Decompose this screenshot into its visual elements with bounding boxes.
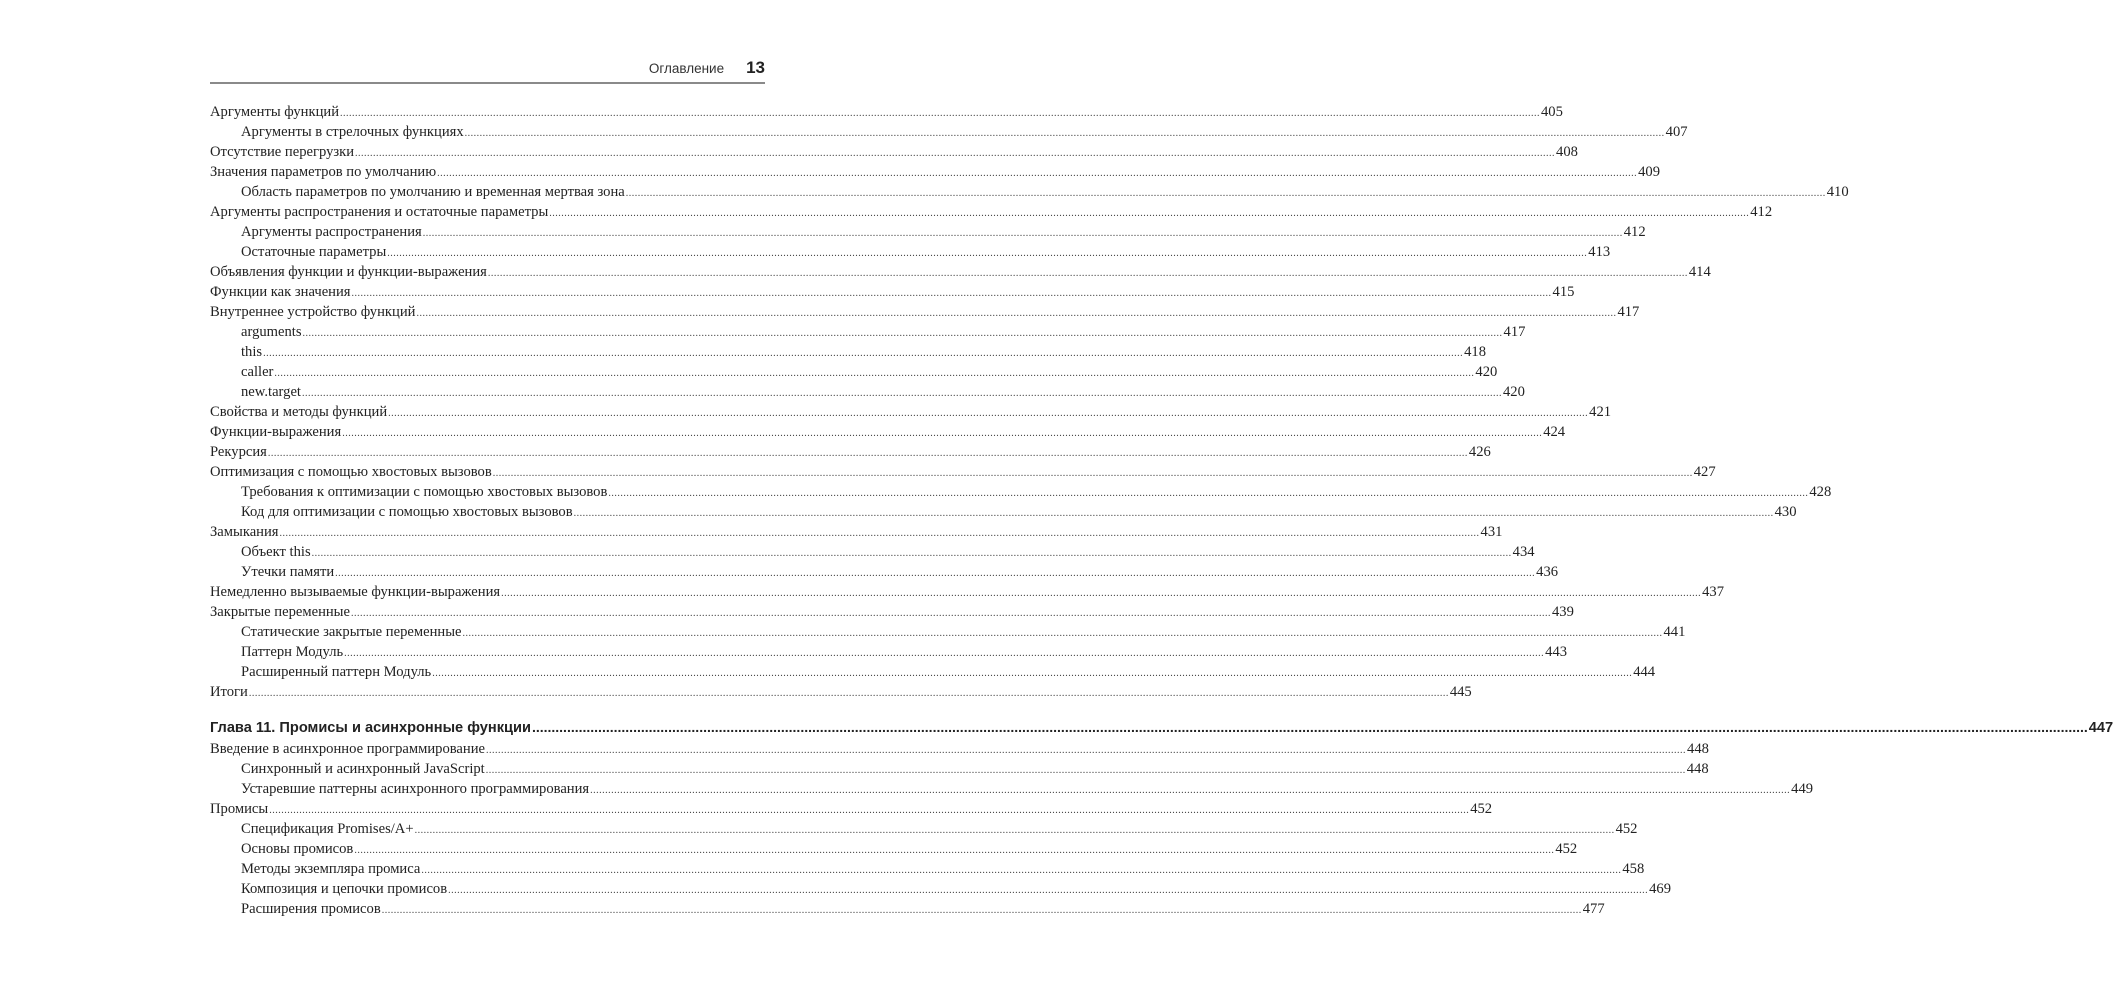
toc-entry	[210, 422, 1566, 442]
dot-leader: ................................................................................................................................................................................................................................................................................................................................................................................................................	[388, 408, 1589, 419]
toc-entry-title: Рекурсия	[210, 444, 267, 460]
toc-entry-title: arguments	[241, 324, 302, 340]
dot-leader: ................................................................................................................................................................................................................................................................................................................................................................................................................	[487, 268, 1688, 279]
toc-entry-page: 443	[1545, 644, 1568, 660]
table-of-contents	[210, 102, 2113, 919]
toc-entry-title: Паттерн Модуль	[241, 644, 344, 660]
toc-entry	[210, 122, 1688, 142]
toc-entry-page: 418	[1464, 344, 1486, 360]
toc-entry-title: this	[241, 344, 263, 360]
toc-entry	[210, 302, 1640, 322]
toc-entry	[210, 819, 1638, 839]
toc-entry-title: Функции как значения	[210, 284, 351, 300]
toc-entry-title: Промисы	[210, 801, 269, 817]
toc-entry	[210, 162, 1660, 182]
toc-entry-page: 417	[1617, 304, 1640, 320]
header-rule	[210, 82, 765, 84]
toc-entry	[210, 322, 1526, 342]
toc-entry	[210, 739, 1709, 759]
toc-entry-title: Остаточные параметры	[241, 244, 387, 260]
toc-entry-title: Требования к оптимизации с помощью хвостовых вызовов	[241, 484, 608, 500]
toc-entry	[210, 759, 1709, 779]
toc-entry	[210, 202, 1773, 222]
toc-entry	[210, 242, 1611, 262]
toc-entry-page: 452	[1470, 801, 1493, 817]
toc-entry-title: Функции-выражения	[210, 424, 342, 440]
toc-entry	[210, 462, 1716, 482]
toc-entry	[210, 102, 1563, 122]
dot-leader: ................................................................................................................................................................................................................................................................................................................................................................................................................	[462, 628, 1663, 639]
toc-entry-title: Объявления функции и функции-выражения	[210, 264, 487, 280]
toc-entry-title: caller	[241, 364, 274, 380]
dot-leader: ................................................................................................................................................................................................................................................................................................................................................................................................................	[501, 588, 1702, 599]
toc-entry-page: 421	[1589, 404, 1612, 420]
toc-entry	[210, 542, 1535, 562]
dot-leader: ................................................................................................................................................................................................................................................................................................................................................................................................................	[340, 108, 1540, 119]
toc-entry-title: Оптимизация с помощью хвостовых вызовов	[210, 464, 492, 480]
toc-entry-title: Расширения промисов	[241, 901, 381, 917]
dot-leader: ................................................................................................................................................................................................................................................................................................................................................................................................................	[549, 208, 1750, 219]
toc-entry-title: new.target	[241, 384, 301, 400]
toc-entry-page: 412	[1750, 204, 1773, 220]
toc-entry-title: Внутреннее устройство функций	[210, 304, 416, 320]
dot-leader: ................................................................................................................................................................................................................................................................................................................................................................................................................	[267, 448, 1468, 459]
toc-entry-page: 427	[1693, 464, 1716, 480]
dot-leader: ................................................................................................................................................................................................................................................................................................................................................................................................................	[311, 548, 1512, 559]
toc-entry-page: 415	[1552, 284, 1575, 300]
dot-leader: ................................................................................................................................................................................................................................................................................................................................................................................................................	[448, 885, 1649, 896]
toc-entry-title: Аргументы функций	[210, 104, 339, 120]
toc-entry	[210, 899, 1605, 919]
toc-entry	[210, 382, 1525, 402]
toc-entry	[210, 442, 1491, 462]
toc-entry-page: 445	[1449, 684, 1472, 700]
toc-entry-page: 452	[1555, 841, 1578, 857]
page-number: 13	[746, 58, 765, 77]
dot-leader: ................................................................................................................................................................................................................................................................................................................................................................................................................	[248, 688, 1449, 699]
dot-leader: ................................................................................................................................................................................................................................................................................................................................................................................................................	[335, 568, 1536, 579]
dot-leader: ................................................................................................................................................................................................................................................................................................................................................................................................................	[279, 528, 1480, 539]
toc-entry	[210, 562, 1559, 582]
toc-entry-title: Композиция и цепочки промисов	[241, 881, 448, 897]
toc-entry	[210, 182, 1849, 202]
dot-leader: ................................................................................................................................................................................................................................................................................................................................................................................................................	[344, 648, 1545, 659]
toc-entry	[210, 662, 1656, 682]
toc-entry	[210, 522, 1503, 542]
toc-entry-title: Расширенный паттерн Модуль	[241, 664, 432, 680]
dot-leader: ................................................................................................................................................................................................................................................................................................................................................................................................................	[464, 128, 1665, 139]
dot-leader: ................................................................................................................................................................................................................................................................................................................................................................................................................	[414, 825, 1615, 836]
dot-leader: ................................................................................................................................................................................................................................................................................................................................................................................................................	[354, 845, 1555, 856]
toc-entry-title: Спецификация Promises/A+	[241, 821, 414, 837]
header-title: Оглавление	[648, 61, 725, 76]
toc-entry-page: 469	[1649, 881, 1672, 897]
toc-entry-page: 408	[1556, 144, 1578, 160]
toc-entry-title: Статические закрытые переменные	[241, 624, 462, 640]
toc-entry-page: 458	[1622, 861, 1645, 877]
toc-entry	[210, 282, 1575, 302]
dot-leader: ................................................................................................................................................................................................................................................................................................................................................................................................................	[421, 865, 1622, 876]
toc-entry-page: 410	[1826, 184, 1849, 200]
toc-entry-title: Свойства и методы функций	[210, 404, 388, 420]
toc-entry-page: 413	[1588, 244, 1611, 260]
toc-entry-title: Аргументы в стрелочных функциях	[241, 124, 464, 140]
dot-leader: ................................................................................................................................................................................................................................................................................................................................................................................................................	[342, 428, 1543, 439]
toc-entry-page: 431	[1480, 524, 1503, 540]
dot-leader: ................................................................................................................................................................................................................................................................................................................................................................................................................	[387, 248, 1588, 259]
toc-entry-title: Методы экземпляра промиса	[241, 861, 421, 877]
toc-entry	[210, 482, 1832, 502]
toc-entry	[210, 682, 1472, 702]
toc-entry	[210, 602, 1574, 622]
toc-chapter-entry	[210, 717, 2113, 739]
dot-leader: ................................................................................................................................................................................................................................................................................................................................................................................................................	[485, 765, 1686, 776]
dot-leader: ................................................................................................................................................................................................................................................................................................................................................................................................................	[486, 745, 1687, 756]
toc-entry-page: 409	[1638, 164, 1660, 180]
toc-entry-title: Объект this	[241, 544, 311, 560]
toc-entry-page: 449	[1791, 781, 1814, 797]
toc-entry-page: 412	[1623, 224, 1646, 240]
toc-entry-page: 428	[1809, 484, 1832, 500]
dot-leader: ................................................................................................................................................................................................................................................................................................................................................................................................................	[590, 785, 1791, 796]
toc-entry-page: 414	[1688, 264, 1711, 280]
toc-entry-page: 417	[1503, 324, 1526, 340]
toc-entry-page: 434	[1512, 544, 1535, 560]
toc-entry	[210, 622, 1686, 642]
toc-entry-title: Основы промисов	[241, 841, 354, 857]
toc-entry-page: 447	[2088, 720, 2113, 736]
dot-leader: ................................................................................................................................................................................................................................................................................................................................................................................................................	[416, 308, 1617, 319]
toc-entry-page: 420	[1475, 364, 1498, 380]
toc-entry-page: 448	[1687, 741, 1709, 757]
dot-leader: ................................................................................................................................................................................................................................................................................................................................................................................................................	[432, 668, 1633, 679]
toc-entry	[210, 642, 1568, 662]
toc-entry-page: 448	[1686, 761, 1709, 777]
dot-leader: ................................................................................................................................................................................................................................................................................................................................................................................................................	[625, 188, 1826, 199]
toc-entry-title: Код для оптимизации с помощью хвостовых вызовов	[241, 504, 573, 520]
toc-entry	[210, 859, 1645, 879]
dot-leader: ................................................................................................................................................................................................................................................................................................................................................................................................................	[274, 368, 1475, 379]
toc-entry	[210, 502, 1797, 522]
dot-leader: ................................................................................................................................................................................................................................................................................................................................................................................................................	[422, 228, 1623, 239]
dot-leader: ................................................................................................................................................................................................................................................................................................................................................................................................................	[302, 328, 1503, 339]
toc-entry-page: 420	[1502, 384, 1525, 400]
dot-leader: ................................................................................................................................................................................................................................................................................................................................................................................................................	[301, 388, 1502, 399]
toc-entry-title: Утечки памяти	[241, 564, 335, 580]
toc-entry	[210, 342, 1486, 362]
toc-entry-title: Аргументы распространения	[241, 224, 422, 240]
toc-entry-title: Значения параметров по умолчанию	[210, 164, 437, 180]
toc-entry-page: 439	[1551, 604, 1574, 620]
dot-leader: ................................................................................................................................................................................................................................................................................................................................................................................................................	[573, 508, 1774, 519]
toc-entry	[210, 142, 1578, 162]
dot-leader: ................................................................................................................................................................................................................................................................................................................................................................................................................	[269, 805, 1470, 816]
dot-leader: ................................................................................................................................................................................................................................................................................................................................................................................................................	[350, 608, 1551, 619]
dot-leader: ................................................................................................................................................................................................................................................................................................................................................................................................................	[351, 288, 1552, 299]
toc-entry-title: Немедленно вызываемые функции-выражения	[210, 584, 501, 600]
toc-entry-title: Аргументы распространения и остаточные параметры	[210, 204, 549, 220]
toc-entry	[210, 879, 1672, 899]
dot-leader: ................................................................................................................................................................................................................................................................................................................................................................................................................	[492, 468, 1693, 479]
toc-entry	[210, 222, 1646, 242]
toc-entry-page: 426	[1468, 444, 1491, 460]
dot-leader: ................................................................................................................................................................................................................................................................................................................................................................................................................	[263, 348, 1464, 359]
toc-entry-page: 437	[1702, 584, 1725, 600]
toc-entry	[210, 402, 1612, 422]
dot-leader: ................................................................................................................................................................................................................................................................................................................................................................................................................	[437, 168, 1638, 179]
dot-leader: ................................................................................................................................................................................................................................................................................................................................................................................................................	[608, 488, 1809, 499]
toc-entry-title: Замыкания	[210, 524, 279, 540]
toc-entry-page: 405	[1541, 104, 1563, 120]
toc-entry-page: 452	[1615, 821, 1638, 837]
toc-entry	[210, 362, 1498, 382]
dot-leader: ................................................................................................................................................................................................................................................................................................................................................................................................................	[355, 148, 1556, 159]
toc-entry-title: Глава 11. Промисы и асинхронные функции	[210, 720, 531, 736]
dot-leader: ................................................................................................................................................................................................................................................................................................................................................................................................................	[531, 719, 2088, 735]
toc-entry-title: Итоги	[210, 684, 248, 700]
dot-leader: ................................................................................................................................................................................................................................................................................................................................................................................................................	[381, 905, 1582, 916]
toc-entry-title: Синхронный и асинхронный JavaScript	[241, 761, 485, 777]
toc-entry-page: 441	[1663, 624, 1686, 640]
toc-entry-page: 436	[1536, 564, 1559, 580]
toc-entry-title: Область параметров по умолчанию и временная мертвая зона	[241, 184, 625, 200]
toc-entry	[210, 779, 1814, 799]
toc-entry-title: Введение в асинхронное программирование	[210, 741, 486, 757]
toc-entry-page: 407	[1665, 124, 1688, 140]
toc-entry	[210, 839, 1578, 859]
toc-entry-page: 444	[1633, 664, 1656, 680]
toc-entry-page: 424	[1543, 424, 1566, 440]
toc-entry-title: Отсутствие перегрузки	[210, 144, 355, 160]
toc-entry-title: Устаревшие паттерны асинхронного программирования	[241, 781, 590, 797]
toc-entry-page: 430	[1774, 504, 1797, 520]
toc-entry	[210, 582, 1725, 602]
toc-entry-title: Закрытые переменные	[210, 604, 350, 620]
toc-entry	[210, 799, 1493, 819]
toc-entry-page: 477	[1582, 901, 1605, 917]
toc-entry	[210, 262, 1711, 282]
running-header	[210, 58, 765, 82]
